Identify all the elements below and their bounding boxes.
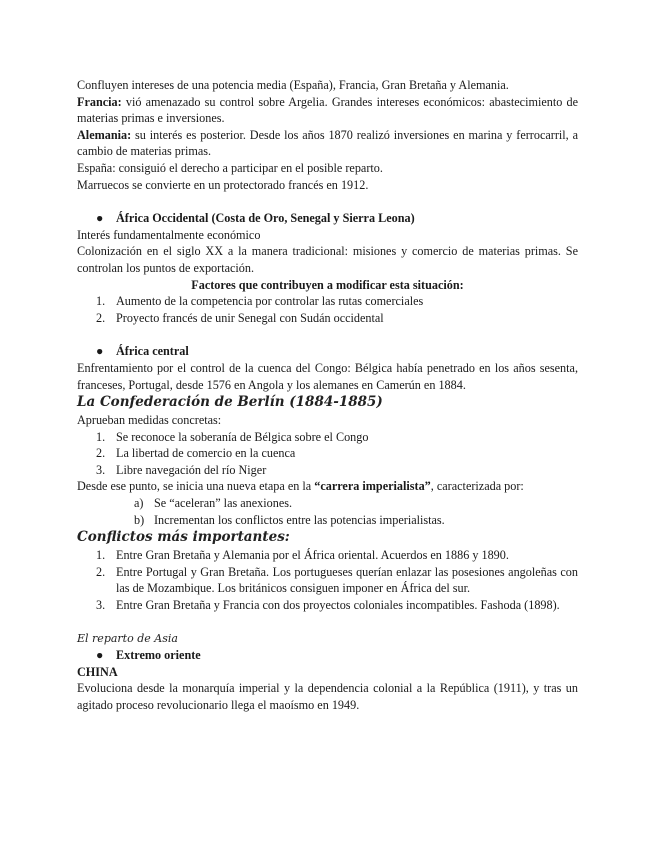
list-marker: 2.: [96, 446, 106, 461]
list-item: [77, 310, 578, 327]
marruecos-paragraph: Marruecos se convierte en un protectorado francés en 1912.: [77, 177, 369, 192]
etapa-text-post: , caracterizada por:: [430, 479, 524, 494]
list-marker: 2.: [96, 310, 106, 325]
africa-occidental-line2: Colonización en el siglo XX a la manera tradicional: misiones y comercio de materias primas. Se controlan los puntos de exportación.: [77, 244, 578, 275]
spacer: [77, 614, 578, 631]
list-item-text: Libre navegación del río Niger: [116, 462, 267, 477]
bullet-icon: ●: [96, 211, 104, 226]
alemania-paragraph: [77, 127, 578, 160]
list-marker: 3.: [96, 462, 106, 477]
bullet-icon: ●: [96, 344, 104, 359]
berlin-intro: Aprueban medidas concretas:: [77, 413, 222, 428]
factores-title: Factores que contribuyen a modificar esta situación:: [191, 277, 464, 292]
list-item: [77, 495, 578, 512]
list-marker: 1.: [96, 294, 106, 309]
list-item: [77, 547, 578, 564]
document-body: [77, 77, 578, 714]
list-item: [77, 445, 578, 462]
list-item-text: Proyecto francés de unir Senegal con Sudán occidental: [116, 310, 384, 325]
list-item-text: Se reconoce la soberanía de Bélgica sobre el Congo: [116, 429, 369, 444]
list-item: [77, 293, 578, 310]
list-item: [77, 462, 578, 479]
list-marker: 3.: [96, 598, 106, 613]
extremo-oriente-heading-text: Extremo oriente: [116, 648, 201, 663]
list-item-text: Aumento de la competencia por controlar las rutas comerciales: [116, 294, 424, 309]
conflictos-heading: Conflictos más importantes:: [77, 529, 290, 546]
list-item-text: Incrementan los conflictos entre las potencias imperialistas.: [154, 512, 445, 527]
list-marker: b): [134, 512, 145, 527]
spacer: [77, 193, 578, 210]
africa-central-heading-text: África central: [116, 344, 189, 359]
bullet-icon: ●: [96, 648, 104, 663]
list-marker: 1.: [96, 429, 106, 444]
conflictos-list: [77, 547, 578, 613]
francia-label: Francia:: [77, 94, 122, 109]
list-item: [77, 429, 578, 446]
list-marker: a): [134, 496, 144, 511]
list-item-text: Entre Portugal y Gran Bretaña. Los portugueses querían enlazar las posesiones angoleñas con las de Mozambique. Los británicos consiguen imponer en África del sur.: [116, 564, 578, 596]
berlin-heading: La Confederación de Berlín (1884-1885): [77, 394, 383, 411]
francia-paragraph: [77, 94, 578, 127]
alemania-label: Alemania:: [77, 127, 132, 142]
etapa-text-bold: “carrera imperialista”: [314, 479, 431, 494]
extremo-oriente-heading: [77, 647, 578, 664]
list-item-text: La libertad de comercio en la cuenca: [116, 446, 296, 461]
intro-paragraph: Confluyen intereses de una potencia media (España), Francia, Gran Bretaña y Alemania.: [77, 78, 509, 92]
alemania-text: su interés es posterior. Desde los años 1870 realizó inversiones en marina y ferrocarril, a cambio de materias primas.: [77, 127, 578, 159]
etapa-text-pre: Desde ese punto, se inicia una nueva etapa en la: [77, 479, 315, 494]
espana-paragraph: España: consiguió el derecho a participar en el posible reparto.: [77, 160, 383, 175]
asia-heading: El reparto de Asia: [77, 631, 178, 645]
list-item: [77, 564, 578, 597]
berlin-list: [77, 429, 578, 479]
africa-occidental-line1: Interés fundamentalmente económico: [77, 227, 261, 242]
list-marker: 2.: [96, 564, 106, 579]
africa-central-text: Enfrentamiento por el control de la cuenca del Congo: Bélgica había penetrado en los años sesenta, franceses, Portugal, desde 1576 en Angola y los alemanes en Camerún en 1884.: [77, 360, 578, 392]
list-item: [77, 512, 578, 529]
list-item-text: Se “aceleran” las anexiones.: [154, 496, 293, 511]
etapa-sublist: [77, 495, 578, 528]
africa-occidental-heading: [77, 210, 578, 227]
china-title: CHINA: [77, 664, 118, 679]
africa-central-heading: [77, 343, 578, 360]
list-item-text: Entre Gran Bretaña y Francia con dos proyectos coloniales incompatibles. Fashoda (1898).: [116, 598, 560, 613]
africa-occidental-heading-text: África Occidental (Costa de Oro, Senegal y Sierra Leona): [116, 211, 415, 226]
china-text: Evoluciona desde la monarquía imperial y la dependencia colonial a la República (1911), y tras un agitado proceso revolucionario llega el maoísmo en 1949.: [77, 681, 578, 712]
etapa-paragraph: [77, 478, 578, 495]
spacer: [77, 326, 578, 343]
francia-text: vió amenazado su control sobre Argelia. Grandes intereses económicos: abastecimiento de materias primas e inversiones.: [77, 94, 578, 126]
list-marker: 1.: [96, 548, 106, 563]
factores-list: [77, 293, 578, 326]
list-item: [77, 597, 578, 614]
list-item-text: Entre Gran Bretaña y Alemania por el África oriental. Acuerdos en 1886 y 1890.: [116, 548, 509, 563]
